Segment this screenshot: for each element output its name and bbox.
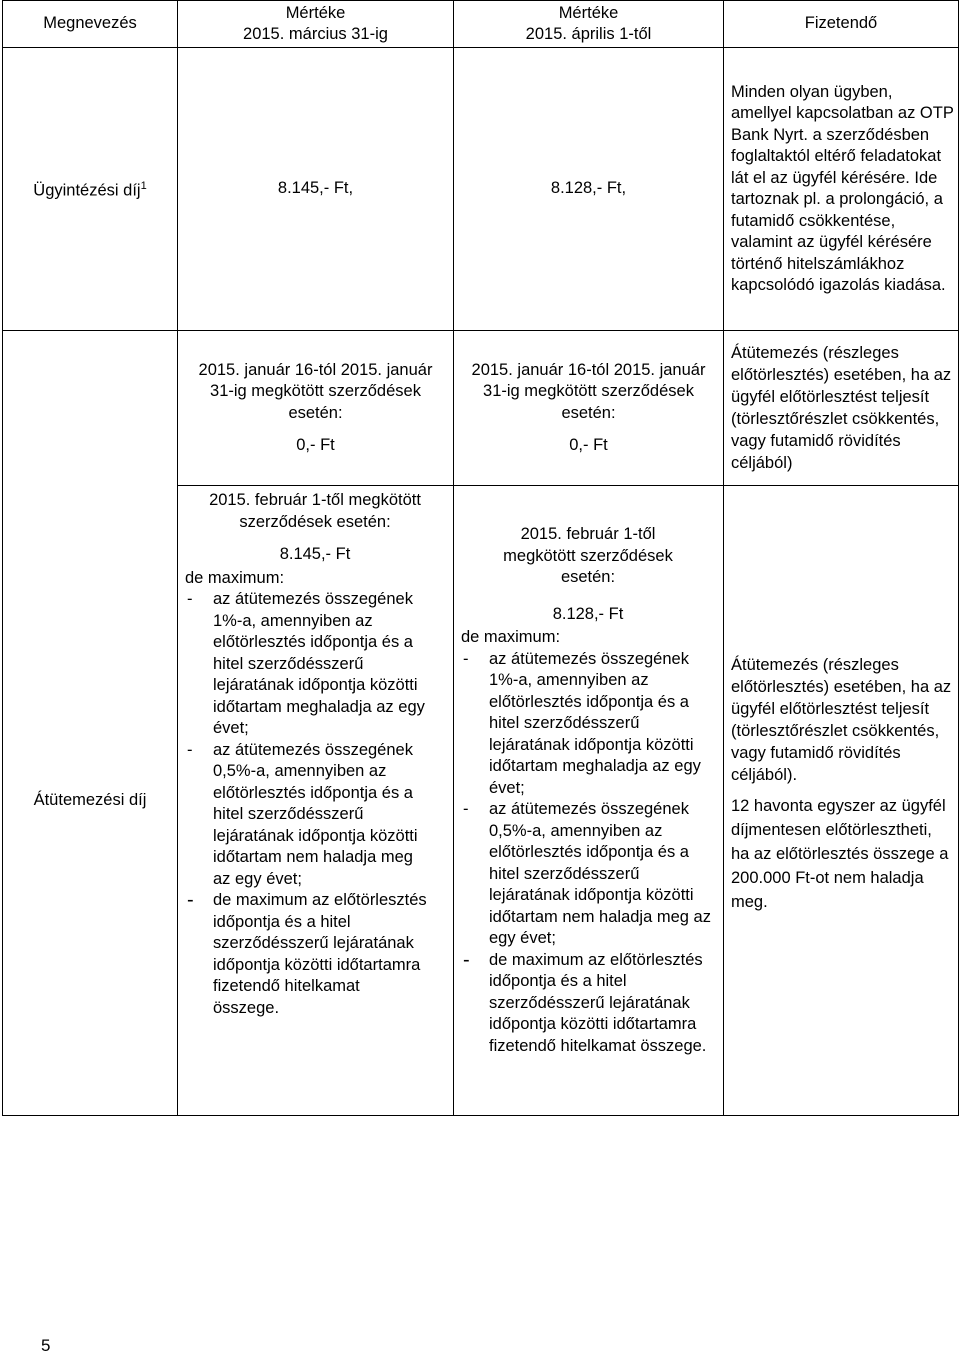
january-april-text: 2015. január 16-tól 2015. január 31-ig megkötött szerződések esetén: [471, 360, 706, 422]
list-item: - de maximum az előtörlesztés időpontja és a hitel szerződésszerű lejáratának időpontja közötti időtartamra fizetendő hitelkamat összege. [459, 950, 717, 1058]
february-payable-exemption: 12 havonta egyszer az ügyfél díjmentesen előtörlesztheti, ha az előtörlesztés összege a 200.000 Ft-ot nem haladja meg. [731, 797, 949, 911]
header-rate-march-label: Mértéke [285, 3, 346, 22]
february-march-amount: 8.145,- Ft [279, 545, 351, 563]
header-name: Megnevezés [3, 1, 178, 48]
header-rate-march-date: 2015. március 31-ig [243, 25, 388, 43]
january-april-amount: 0,- Ft [569, 436, 608, 454]
fee-name-cell [3, 48, 178, 331]
fee-name-2: Átütemezési díj [33, 790, 147, 809]
header-payable: Fizetendő [724, 1, 959, 48]
february-march-list [183, 589, 447, 1019]
february-march-cell [178, 486, 454, 1116]
header-rate-april-date: 2015. április 1-től [525, 25, 652, 43]
row-january-contracts [3, 331, 959, 486]
payable-description: Minden olyan ügyben, amellyel kapcsolatban az OTP Bank Nyrt. a szerződésben foglaltaktól eltérő feladatokat lát el az ügyfél kérésére. Ide tartoznak pl. a prolongáció, a futamidő csökkentése, valamint az ügyfél kérésére történő hitelszámlákhoz kapcsolódó igazolás kiadása. [724, 48, 959, 331]
january-march-amount: 0,- Ft [296, 436, 335, 454]
february-april-cell [454, 486, 724, 1116]
list-item: - az átütemezés összegének 1%-a, amennyiben az előtörlesztés időpontja és a hitel szerződésszerű lejáratának időpontja közötti időtartam meghaladja az egy évet; [459, 649, 717, 800]
header-rate-april-label: Mértéke [558, 3, 619, 22]
header-rate-april [454, 1, 724, 48]
fee-name: Ügyintézési díj [33, 181, 141, 200]
rate-april: 8.128,- Ft, [454, 48, 724, 331]
february-payable-text: Átütemezés (részleges előtörlesztés) esetében, ha az ügyfél előtörlesztést teljesít (törlesztőrészlet csökkentés, vagy futamidő rövidítés céljából). [731, 656, 952, 784]
january-march-text: 2015. január 16-tól 2015. január 31-ig megkötött szerződések esetén: [198, 360, 433, 422]
january-april-cell [454, 331, 724, 486]
february-march-text: 2015. február 1-től megkötött szerződések esetén: [209, 491, 421, 531]
february-april-amount: 8.128,- Ft [552, 604, 624, 623]
empty-name-cell [3, 331, 178, 486]
row-ugyintezesi-dij [3, 48, 959, 331]
list-item: - az átütemezés összegének 1%-a, amennyiben az előtörlesztés időpontja és a hitel szerződésszerű lejáratának időpontja közötti időtartam meghaladja az egy évet; [183, 589, 427, 740]
list-item: - de maximum az előtörlesztés időpontja és a hitel szerződésszerű lejáratának időpontja közötti időtartamra fizetendő hitelkamat összege. [183, 890, 427, 1019]
rate-march: 8.145,- Ft, [178, 48, 454, 331]
header-row [3, 1, 959, 48]
list-item: - az átütemezés összegének 0,5%-a, amennyiben az előtörlesztés időpontja és a hitel szerződésszerű lejáratának időpontja közötti időtartam nem haladja meg az egy évet; [459, 799, 717, 950]
january-payable: Átütemezés (részleges előtörlesztés) esetében, ha az ügyfél előtörlesztést teljesít (törlesztőrészlet csökkentés, vagy futamidő rövidítés céljából) [724, 331, 959, 486]
february-april-max: de maximum: [461, 628, 561, 646]
row-atutemezesi-dij [3, 486, 959, 1116]
list-item: - az átütemezés összegének 0,5%-a, amennyiben az előtörlesztés időpontja és a hitel szerződésszerű lejáratának időpontja közötti időtartam nem haladja meg az egy évet; [183, 740, 427, 891]
footnote-marker: 1 [140, 180, 147, 192]
february-april-list [459, 649, 717, 1058]
fee-name-cell-2 [3, 486, 178, 1116]
header-rate-march [178, 1, 454, 48]
february-april-text: 2015. február 1-től megkötött szerződések esetén: [503, 525, 673, 586]
january-march-cell [178, 331, 454, 486]
fee-table [2, 0, 959, 1116]
february-payable-cell [724, 486, 959, 1116]
february-march-max: de maximum: [185, 568, 285, 587]
page-number: 5 [41, 1336, 51, 1355]
